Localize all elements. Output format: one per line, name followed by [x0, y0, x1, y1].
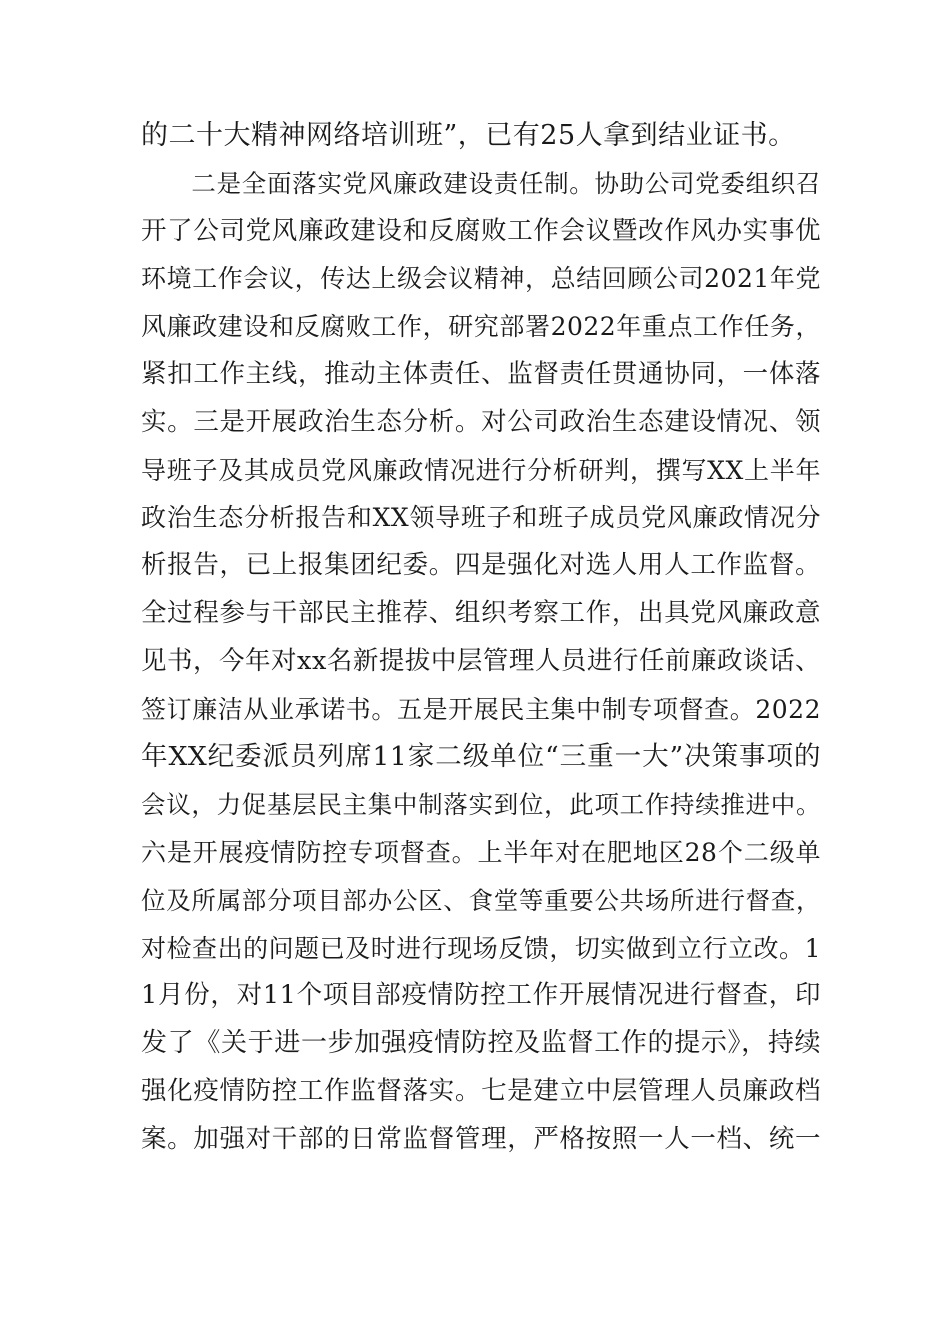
text-line: 见书，今年对xx名新提拔中层管理人员进行任前廉政谈话、: [141, 645, 821, 676]
text-line: 案。加强对干部的日常监督管理，严格按照一人一档、统一: [141, 1123, 821, 1154]
text-line: 强化疫情防控工作监督落实。七是建立中层管理人员廉政档: [141, 1075, 821, 1106]
text-line: 六是开展疫情防控专项督查。上半年对在肥地区28个二级单: [141, 837, 821, 867]
text-line: 1月份，对11个项目部疫情防控工作开展情况进行督查，印: [141, 980, 821, 1011]
text-line: 实。三是开展政治生态分析。对公司政治生态建设情况、领: [141, 406, 821, 437]
text-line: 政治生态分析报告和XX领导班子和班子成员党风廉政情况分: [141, 503, 821, 533]
text-line: 年XX纪委派员列席11家二级单位“三重一大”决策事项的: [141, 741, 821, 773]
text-line: 紧扣工作主线，推动主体责任、监督责任贯通协同，一体落: [141, 358, 821, 389]
text-line: 会议，力促基层民主集中制落实到位，此项工作持续推进中。: [141, 790, 821, 820]
text-line: 位及所属部分项目部办公区、食堂等重要公共场所进行督查，: [141, 885, 821, 915]
text-line: 导班子及其成员党风廉政情况进行分析研判，撰写XX上半年: [141, 455, 821, 485]
text-line: 二是全面落实党风廉政建设责任制。协助公司党委组织召: [141, 168, 821, 198]
text-line: 全过程参与干部民主推荐、组织考察工作，出具党风廉政意: [141, 597, 821, 628]
text-line: 环境工作会议，传达上级会议精神，总结回顾公司2021年党: [141, 264, 821, 294]
text-line: 开了公司党风廉政建设和反腐败工作会议暨改作风办实事优: [141, 215, 821, 246]
text-line: 对检查出的问题已及时进行现场反馈，切实做到立行立改。1: [141, 933, 821, 963]
text-line: 析报告，已上报集团纪委。四是强化对选人用人工作监督。: [141, 550, 821, 581]
text-line: 风廉政建设和反腐败工作，研究部署2022年重点工作任务，: [141, 312, 821, 342]
text-line: 发了《关于进一步加强疫情防控及监督工作的提示》，持续: [141, 1028, 821, 1059]
text-line: 的二十大精神网络培训班”，已有25人拿到结业证书。: [141, 120, 796, 151]
body-text: [141, 112, 821, 1164]
text-line: 签订廉洁从业承诺书。五是开展民主集中制专项督查。2022: [141, 694, 821, 724]
